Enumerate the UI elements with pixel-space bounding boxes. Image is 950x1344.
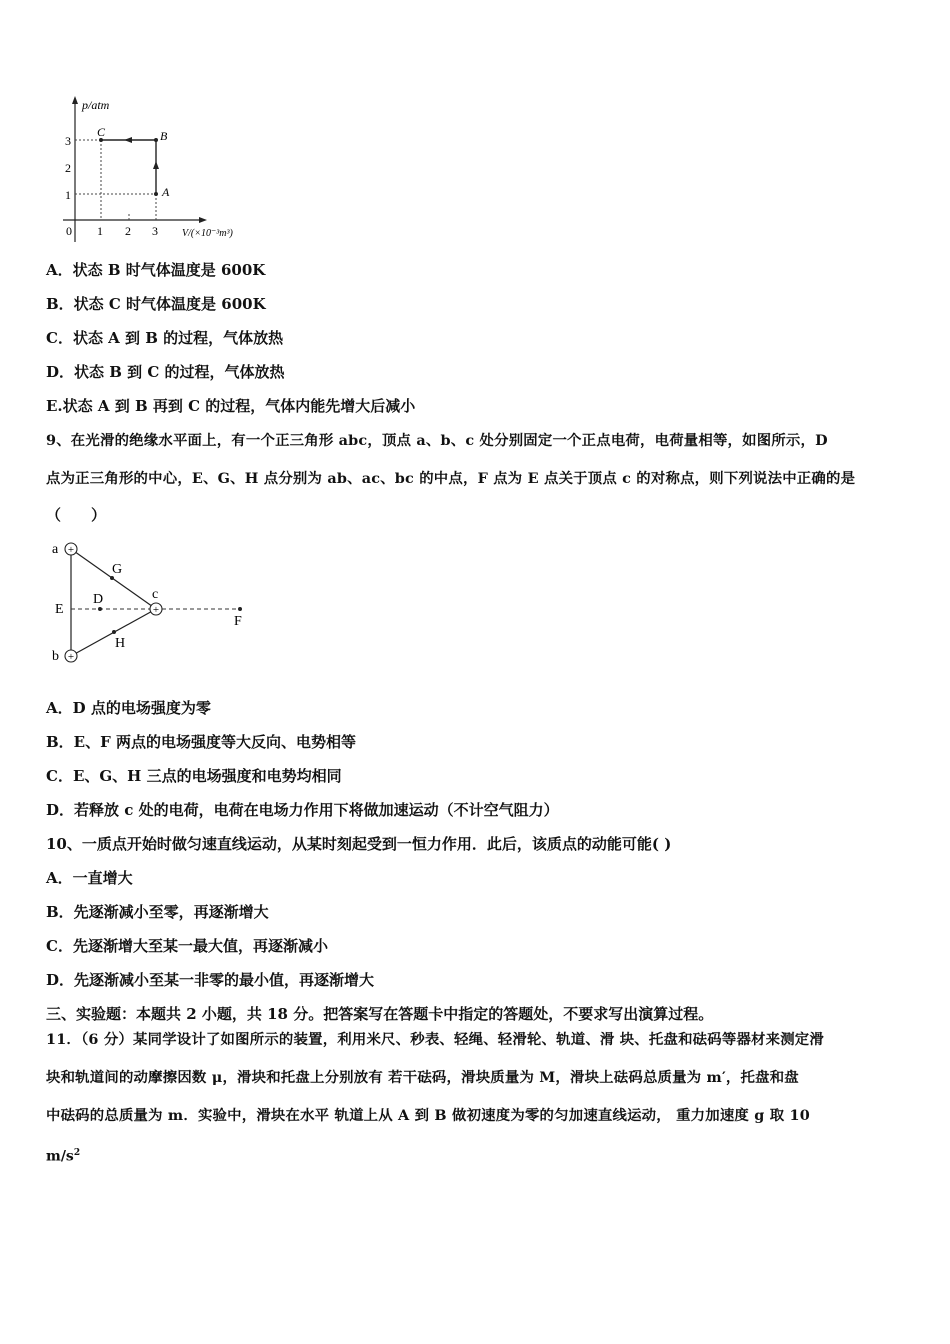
- label-f: F: [234, 614, 242, 629]
- q9-option-c: C．E、G、H 三点的电场强度和电势均相同: [46, 767, 342, 785]
- q11-unit: m/s: [46, 1148, 74, 1165]
- x-tick-1: 1: [97, 224, 103, 238]
- section3-heading: 三、实验题：本题共 2 小题，共 18 分。把答案写在答题卡中指定的答题处，不要求写出演算过程。: [46, 1005, 714, 1023]
- label-point-c: C: [97, 125, 106, 139]
- y-axis-label: p/atm: [82, 98, 110, 112]
- q11-line3: 中砝码的总质量为 m．实验中，滑块在水平 轨道上从 A 到 B 做初速度为零的匀加速直线运动， 重力加速度 g 取 10: [46, 1107, 810, 1124]
- arrow-b-c: [124, 137, 132, 143]
- y-tick-1: 1: [65, 188, 71, 202]
- point-b: [154, 138, 158, 142]
- dot-h: [112, 630, 116, 634]
- q9-stem-line2: 点为正三角形的中心，E、G、H 点分别为 ab、ac、bc 的中点，F 点为 E 点关于顶点 c 的对称点，则下列说法中正确的是: [46, 470, 856, 487]
- q8-option-b: B．状态 C 时气体温度是 600K: [46, 295, 266, 313]
- q9-option-b: B．E、F 两点的电场强度等大反向、电势相等: [46, 733, 356, 751]
- label-c: c: [152, 587, 159, 602]
- q10-option-b: B．先逐渐减小至零，再逐渐增大: [46, 903, 269, 921]
- q10-stem: 10、一质点开始时做匀速直线运动，从某时刻起受到一恒力作用．此后，该质点的动能可能( ): [46, 835, 672, 853]
- label-h: H: [115, 636, 126, 651]
- q9-stem-line3: （ ）: [46, 506, 107, 524]
- q9-option-a: A．D 点的电场强度为零: [46, 699, 211, 717]
- label-g: G: [112, 562, 123, 577]
- label-point-b: B: [160, 129, 168, 143]
- triangle-figure: [48, 535, 258, 667]
- charge-a: [65, 543, 77, 556]
- arrow-a-b: [153, 161, 159, 169]
- q8-option-c: C．状态 A 到 B 的过程，气体放热: [46, 329, 284, 347]
- q8-option-d: D．状态 B 到 C 的过程，气体放热: [46, 363, 285, 381]
- x-tick-3: 3: [152, 224, 158, 238]
- q11-unit-exponent: 2: [73, 1148, 81, 1158]
- q9-stem-line1: 9、在光滑的绝缘水平面上，有一个正三角形 abc，顶点 a、b、c 处分别固定一个正点电荷，电荷量相等，如图所示，D: [46, 432, 828, 449]
- q10-option-a: A．一直增大: [46, 869, 133, 887]
- label-d: D: [93, 592, 104, 607]
- svg-text:+: +: [67, 651, 75, 663]
- q10-option-c: C．先逐渐增大至某一最大值，再逐渐减小: [46, 937, 328, 955]
- q10-option-d: D．先逐渐减小至某一非零的最小值，再逐渐增大: [46, 971, 375, 989]
- x-tick-2: 2: [125, 224, 131, 238]
- dot-f: [238, 607, 242, 611]
- pv-graph: [55, 92, 265, 250]
- svg-text:+: +: [67, 544, 75, 556]
- q11-line2: 块和轨道间的动摩擦因数 μ，滑块和托盘上分别放有 若干砝码，滑块质量为 M，滑块上砝码总质量为 m′，托盘和盘: [46, 1069, 799, 1086]
- y-tick-3: 3: [65, 134, 71, 148]
- point-a: [154, 192, 158, 196]
- q8-option-a: A．状态 B 时气体温度是 600K: [46, 261, 266, 279]
- charge-b: [65, 650, 77, 663]
- label-point-a: A: [162, 185, 170, 199]
- y-axis-arrow: [72, 96, 78, 104]
- label-a: a: [52, 542, 59, 557]
- dot-d: [98, 607, 102, 611]
- q9-option-d: D．若释放 c 处的电荷，电荷在电场力作用下将做加速运动（不计空气阻力）: [46, 801, 559, 819]
- label-e: E: [55, 602, 64, 617]
- charge-c: [150, 603, 162, 616]
- q11-line4: [46, 1143, 80, 1167]
- svg-text:+: +: [152, 604, 160, 616]
- label-b: b: [52, 649, 59, 664]
- x-tick-0: 0: [66, 224, 72, 238]
- x-axis-label: V/(×10⁻³m³): [182, 228, 233, 239]
- q11-line1: 11．（6 分）某同学设计了如图所示的装置，利用米尺、秒表、轻绳、轻滑轮、轨道、滑 块、托盘和砝码等器材来测定滑: [46, 1031, 824, 1048]
- x-axis-arrow: [199, 217, 207, 223]
- y-tick-2: 2: [65, 161, 71, 175]
- q8-option-e: E.状态 A 到 B 再到 C 的过程，气体内能先增大后减小: [46, 397, 416, 415]
